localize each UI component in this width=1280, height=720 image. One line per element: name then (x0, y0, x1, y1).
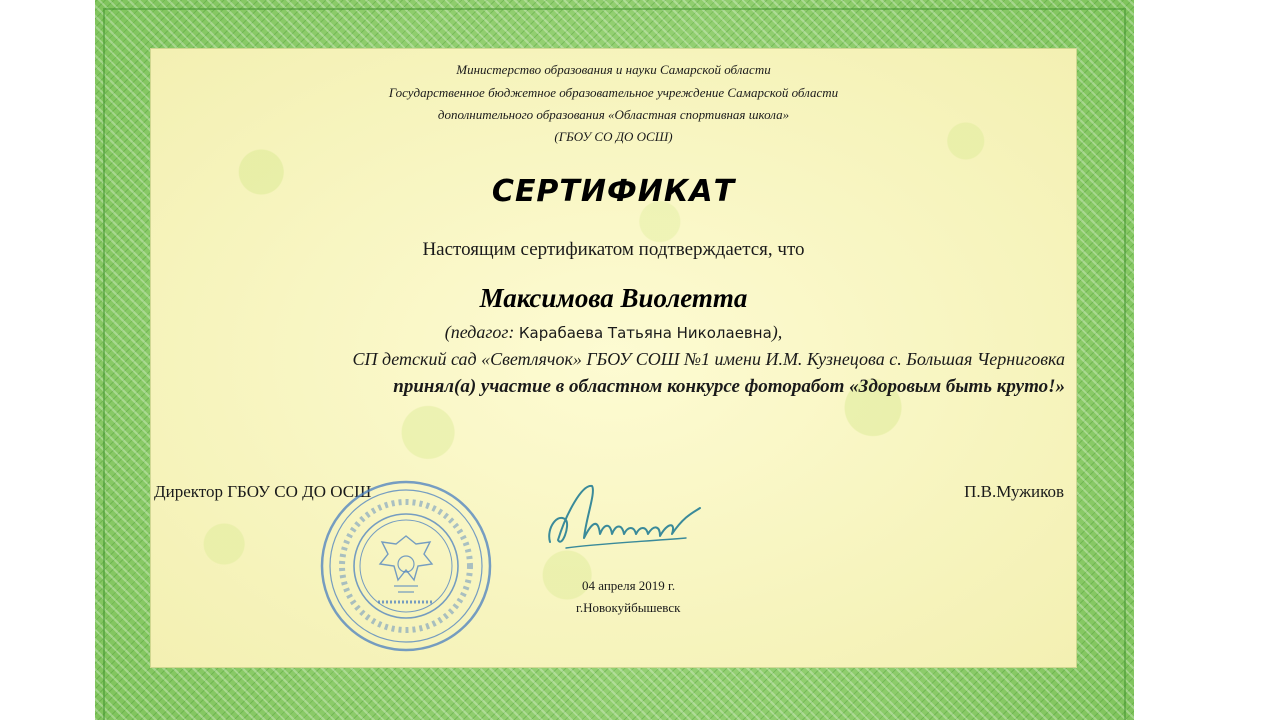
issue-date: 04 апреля 2019 г. (582, 578, 676, 593)
teacher-suffix: ), (771, 322, 783, 342)
signatory-position: Директор ГБОУ СО ДО ОСШ (154, 482, 372, 501)
institution-abbreviation: (ГБОУ СО ДО ОСШ) (554, 129, 673, 144)
teacher-prefix: (педагог: (444, 322, 515, 342)
teacher-name: Карабаева Татьяна Николаевна (518, 324, 772, 342)
participation-line: принял(а) участие в областном конкурсе фоторабот «Здоровым быть круто!» (393, 376, 1065, 397)
director-signature (536, 478, 716, 562)
official-stamp (318, 478, 494, 654)
recipient-name: Максимова Виолетта (479, 283, 748, 313)
issue-place: г.Новокуйбышевск (576, 600, 681, 615)
ministry-line: Министерство образования и науки Самарской области (456, 62, 771, 77)
institution-line-2: дополнительного образования «Областная спортивная школа» (437, 107, 790, 122)
confirmation-text: Настоящим сертификатом подтверждается, что (422, 239, 805, 260)
teacher-line (150, 322, 1077, 343)
certificate-title: СЕРТИФИКАТ (491, 174, 736, 209)
signatory-name: П.В.Мужиков (964, 482, 1064, 501)
institution-line: Государственное бюджетное образовательное учреждение Самарской области (388, 85, 839, 100)
organization-line: СП детский сад «Светлячок» ГБОУ СОШ №1 имени И.М. Кузнецова с. Большая Черниговка (352, 349, 1065, 369)
